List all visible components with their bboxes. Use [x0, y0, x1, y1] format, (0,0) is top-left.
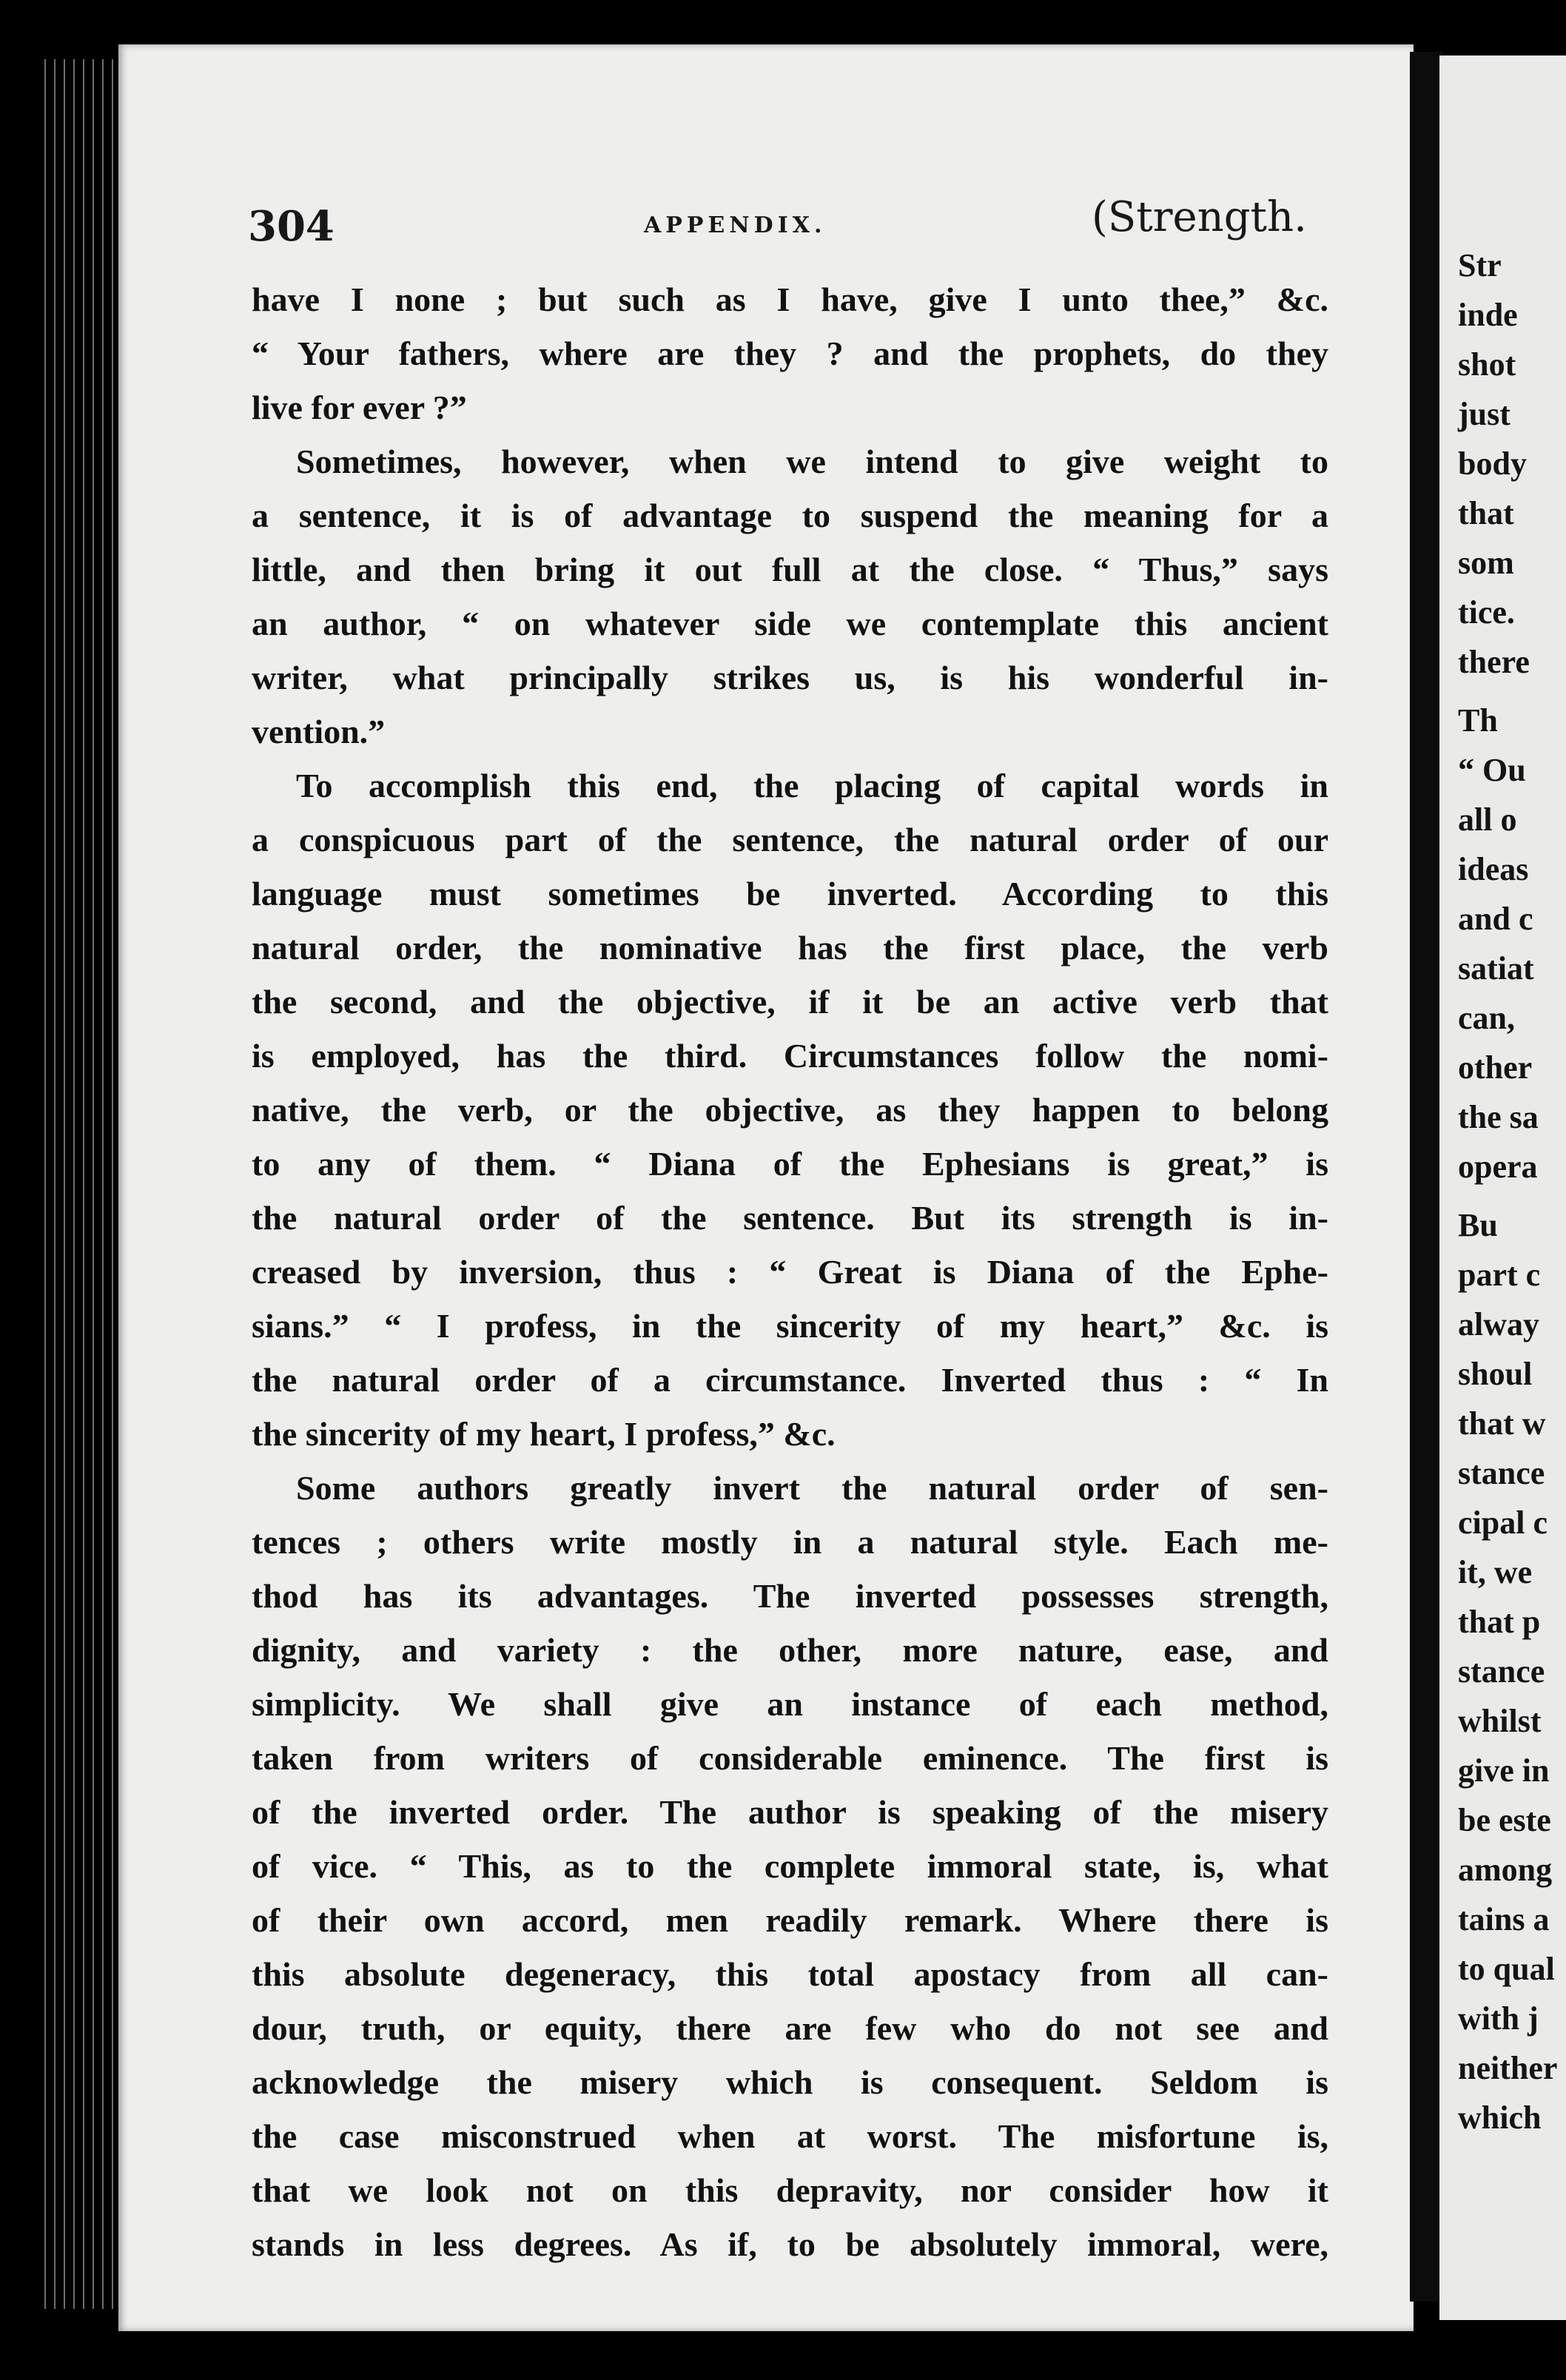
facing-page-line: to qual — [1458, 1951, 1555, 1987]
text-line: an author, “ on whatever side we contemplate this ancient — [252, 605, 1328, 642]
facing-page-line: that p — [1458, 1604, 1541, 1640]
text-line: tences ; others write mostly in a natural style. Each me- — [252, 1523, 1328, 1561]
facing-page-line: stance — [1458, 1653, 1545, 1690]
text-line: dour, truth, or equity, there are few who do not see and — [252, 2009, 1328, 2047]
text-line: acknowledge the misery which is consequent. Seldom is — [252, 2063, 1328, 2101]
text-line: writer, what principally strikes us, is his wonderful in- — [252, 659, 1328, 696]
text-line: dignity, and variety : the other, more nature, ease, and — [252, 1631, 1328, 1669]
text-line: creased by inversion, thus : “ Great is Diana of the Ephe- — [252, 1253, 1328, 1291]
page-gutter — [1410, 52, 1443, 2302]
page-body — [252, 272, 1328, 2271]
text-line: stands in less degrees. As if, to be absolutely immoral, were, — [252, 2225, 1328, 2263]
text-line: sians.” “ I profess, in the sincerity of my heart,” &c. is — [252, 1307, 1328, 1345]
facing-page — [1439, 56, 1566, 2320]
text-line: of vice. “ This, as to the complete immoral state, is, what — [252, 1847, 1328, 1885]
text-line: Some authors greatly invert the natural order of sen- — [296, 1469, 1328, 1507]
facing-page-line: Bu — [1458, 1207, 1498, 1243]
facing-page-line: stance — [1458, 1455, 1545, 1491]
facing-page-line: that w — [1458, 1405, 1546, 1442]
facing-page-line: opera — [1458, 1149, 1538, 1185]
facing-page-line: among — [1458, 1852, 1553, 1888]
text-line: the sincerity of my heart, I profess,” &c. — [252, 1415, 836, 1453]
facing-page-line: tains a — [1458, 1901, 1550, 1937]
facing-page-line: cipal c — [1458, 1505, 1547, 1541]
text-line: Sometimes, however, when we intend to give weight to — [296, 443, 1328, 480]
facing-page-line: Th — [1458, 702, 1498, 739]
facing-page-line: it, we — [1458, 1554, 1533, 1590]
text-line: thod has its advantages. The inverted possesses strength, — [252, 1577, 1328, 1615]
text-line: To accomplish this end, the placing of capital words in — [296, 767, 1328, 804]
text-line: natural order, the nominative has the first place, the verb — [252, 929, 1328, 967]
text-line: live for ever ?” — [252, 389, 467, 426]
text-line: language must sometimes be inverted. According to this — [252, 875, 1328, 912]
facing-page-line: shot — [1458, 346, 1516, 383]
text-line: of the inverted order. The author is speaking of the misery — [252, 1793, 1328, 1831]
page-number: 304 — [248, 202, 335, 251]
facing-page-line: Str — [1458, 247, 1502, 283]
facing-page-text — [1458, 241, 1557, 2142]
text-line: taken from writers of considerable eminence. The first is — [252, 1739, 1328, 1777]
facing-page-line: neither — [1458, 2050, 1558, 2086]
text-line: is employed, has the third. Circumstances follow the nomi- — [252, 1037, 1328, 1075]
facing-page-line: the sa — [1458, 1099, 1539, 1135]
facing-page-line: body — [1458, 446, 1527, 482]
facing-page-line: give in — [1458, 1752, 1550, 1789]
facing-page-line: and c — [1458, 901, 1533, 937]
text-line: that we look not on this depravity, nor consider how it — [252, 2171, 1328, 2209]
facing-page-line: just — [1458, 396, 1510, 432]
text-line: native, the verb, or the objective, as they happen to belong — [252, 1091, 1328, 1129]
facing-page-line: part c — [1458, 1257, 1541, 1293]
facing-page-line: other — [1458, 1049, 1533, 1086]
facing-page-line: shoul — [1458, 1356, 1533, 1392]
text-line: little, and then bring it out full at the close. “ Thus,” says — [252, 551, 1328, 588]
facing-page-line: ideas — [1458, 851, 1529, 887]
text-line: the natural order of a circumstance. Inverted thus : “ In — [252, 1361, 1328, 1399]
text-line: simplicity. We shall give an instance of each method, — [252, 1685, 1328, 1723]
text-line: to any of them. “ Diana of the Ephesians is great,” is — [252, 1145, 1328, 1183]
text-line: of their own accord, men readily remark. Where there is — [252, 1901, 1328, 1939]
running-title: APPENDIX. — [644, 212, 827, 238]
facing-page-line: which — [1458, 2100, 1542, 2136]
book-page-edges — [41, 59, 122, 2309]
text-line: a conspicuous part of the sentence, the natural order of our — [252, 821, 1328, 858]
facing-page-line: whilst — [1458, 1703, 1542, 1739]
facing-page-line: “ Ou — [1458, 752, 1526, 788]
facing-page-line: be este — [1458, 1802, 1551, 1838]
text-line: vention.” — [252, 713, 386, 750]
facing-page-line: that — [1458, 495, 1514, 531]
text-line: “ Your fathers, where are they ? and the prophets, do they — [252, 335, 1328, 372]
facing-page-line: all o — [1458, 801, 1517, 838]
text-line: the case misconstrued when at worst. The misfortune is, — [252, 2117, 1328, 2155]
facing-page-line: som — [1458, 545, 1514, 581]
facing-page-line: can, — [1458, 1000, 1515, 1036]
section-title: (Strength. — [1092, 193, 1307, 241]
facing-page-line: tice. — [1458, 594, 1515, 631]
facing-page-line: with j — [1458, 2000, 1539, 2037]
text-line: the natural order of the sentence. But its strength is in- — [252, 1199, 1328, 1237]
facing-page-line: inde — [1458, 297, 1518, 333]
facing-page-line: satiat — [1458, 950, 1534, 986]
text-line: a sentence, it is of advantage to suspend the meaning for a — [252, 497, 1328, 534]
text-line: have I none ; but such as I have, give I unto thee,” &c. — [252, 280, 1328, 318]
text-line: the second, and the objective, if it be an active verb that — [252, 983, 1328, 1021]
text-line: this absolute degeneracy, this total apostacy from all can- — [252, 1955, 1328, 1993]
facing-page-line: there — [1458, 644, 1530, 680]
facing-page-line: alway — [1458, 1306, 1539, 1342]
